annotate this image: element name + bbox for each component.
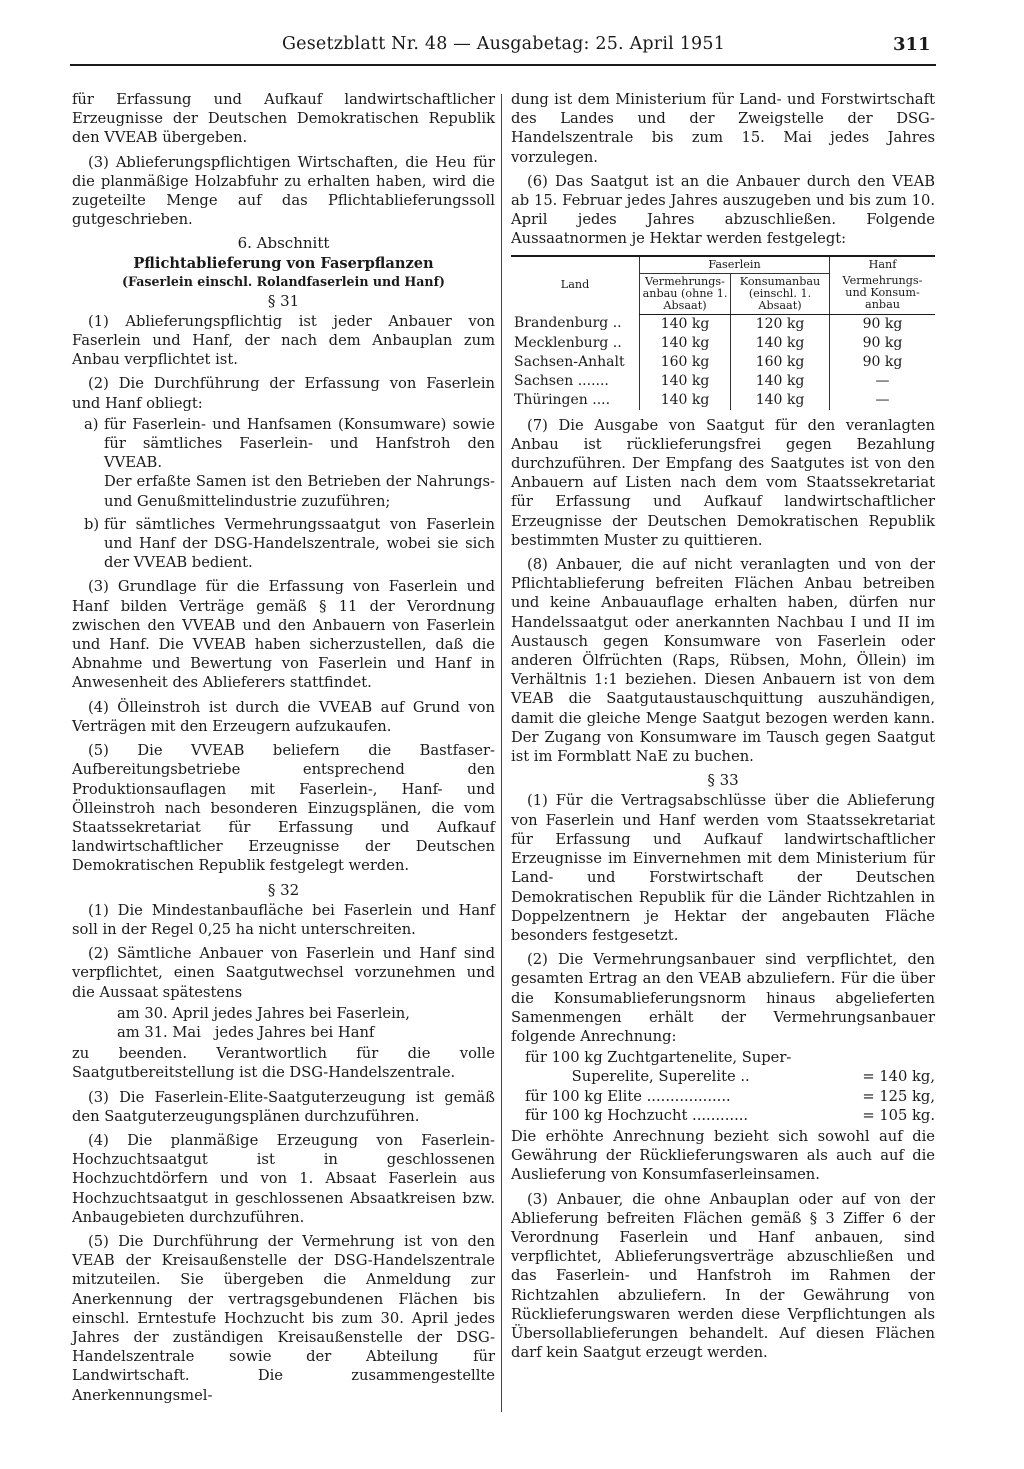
paragraph-heading: § 31: [267, 291, 300, 310]
paragraph: (7) Die Ausgabe von Saatgut für den veranlagten Anbau ist rücklieferungsfrei gegen Bezahlung durchzuführen. Der Empfang des Saatgutes ist von den Anbauern auf Listen nach dem vom Staatssekretariat für Erfassung und Aufkauf landwirtschaftlicher Erzeugnisse der Deutschen Demokratischen Republik bestimmten Muster zu quittieren.: [511, 416, 935, 549]
paragraph: (1) Die Mindestanbaufläche bei Faserlein und Hanf soll in der Regel 0,25 ha nicht unterschreiten.: [72, 901, 495, 938]
table-row: [511, 353, 935, 372]
table-header-vermehrung: Vermehrungs-anbau (ohne 1. Absaat): [640, 273, 731, 314]
cell-konsum: 160 kg: [731, 353, 830, 372]
credit-value: = 105 kg.: [862, 1106, 935, 1124]
credit-row: [525, 1106, 935, 1125]
cell-land: Brandenburg ..: [514, 315, 622, 332]
paragraph-heading: § 32: [267, 880, 300, 899]
header-rule: [70, 64, 936, 66]
credit-row: [525, 1048, 935, 1067]
credit-list: [525, 1048, 935, 1125]
paragraph: (2) Die Vermehrungsanbauer sind verpflichtet, den gesamten Ertrag an den VEAB abzuliefern. Für die über die Konsumablieferungsnorm hinaus abgelieferten Samenmengen erhält der Vermehrungsanbauer folgende Anrechnung:: [511, 951, 935, 1045]
cell-hanf: 90 kg: [830, 314, 936, 334]
cell-land: Sachsen .......: [514, 372, 609, 389]
paragraph: (4) Ölleinstroh ist durch die VVEAB auf Grund von Verträgen mit den Erzeugern aufzukaufen.: [72, 698, 495, 735]
paragraph: Die erhöhte Anrechnung bezieht sich sowohl auf die Gewährung der Rücklieferungswaren als auch auf die Auslieferung von Konsumfaserleinsamen.: [511, 1127, 935, 1184]
deadline-item: am 30. April jedes Jahres bei Faserlein,: [117, 1004, 410, 1022]
table-row: [511, 391, 935, 410]
cell-hanf: —: [830, 372, 936, 391]
cell-vermehrung: 140 kg: [640, 372, 731, 391]
table-header-hanf-sub: Vermehrungs- und Konsum-anbau: [830, 273, 936, 314]
cell-hanf: 90 kg: [830, 334, 936, 353]
table-row: [511, 334, 935, 353]
cell-vermehrung: 140 kg: [640, 334, 731, 353]
list-item-text: für Faserlein- und Hanfsamen (Konsumware) sowie für sämtliches Faserlein- und Hanfstroh den VVEAB.: [104, 415, 495, 472]
paragraph: (1) Ablieferungspflichtig ist jeder Anbauer von Faserlein und Hanf, der nach dem Anbauplan zum Anbau verpflichtet ist.: [72, 312, 495, 369]
table-header-land: Land: [511, 256, 640, 315]
paragraph: (3) Ablieferungspflichtigen Wirtschaften, die Heu für die planmäßige Holzabfuhr zu erhalten haben, wird die zugeteilte Menge auf das Pflichtablieferungssoll gutgeschrieben.: [72, 153, 495, 229]
paragraph: zu beenden. Verantwortlich für die volle Saatgutbereitstellung ist die DSG-Handelszentrale.: [72, 1045, 495, 1082]
list-item: [72, 415, 495, 511]
cell-vermehrung: 160 kg: [640, 353, 731, 372]
credit-row: [525, 1067, 935, 1086]
list-item-text: Der erfaßte Samen ist den Betrieben der Nahrungs- und Genußmittelindustrie zuzuführen;: [104, 473, 495, 510]
cell-vermehrung: 140 kg: [640, 314, 731, 334]
credit-value: = 125 kg,: [862, 1087, 935, 1105]
credit-label: für 100 kg Hochzucht ............: [525, 1106, 749, 1124]
list-marker: b): [84, 515, 100, 533]
table-header-hanf: Hanf: [830, 256, 936, 274]
cell-konsum: 140 kg: [731, 334, 830, 353]
paragraph: (8) Anbauer, die auf nicht veranlagten und von der Pflichtablieferung befreiten Flächen Anbau betreiben und keine Anbauauflage erhalten haben, dürfen nur Handelssaatgut oder anerkannten Nachbau I und II im Austausch gegen Konsumware von Faserlein oder anderen Ölfrüchten (Raps, Rübsen, Mohn, Öllein) im Verhältnis 1:1 beziehen. Diesen Anbauern ist von dem VEAB die Saatgutaustauschquittung auszuhändigen, damit die gleiche Menge Saatgut bezogen werden kann. Der Zugang von Konsumware im Tausch gegen Saatgut ist im Formblatt NaE zu buchen.: [511, 556, 935, 766]
paragraph: (5) Die VVEAB beliefern die Bastfaser-Aufbereitungsbetriebe entsprechend den Produktionsauflagen mit Faserlein-, Hanf- und Ölleinstroh nach besonderen Einzugsplänen, die vom Staatssekretariat für Erfassung und Aufkauf landwirtschaftlicher Erzeugnisse der Deutschen Demokratischen Republik festgelegt werden.: [72, 742, 495, 875]
column-divider: [501, 94, 502, 1412]
paragraph: für Erfassung und Aufkauf landwirtschaftlicher Erzeugnisse der Deutschen Demokratischen Republik den VVEAB übergeben.: [72, 91, 495, 147]
table-header-konsum: Konsumanbau (einschl. 1. Absaat): [731, 273, 830, 314]
section-label: 6. Abschnitt: [237, 234, 330, 253]
paragraph: (4) Die planmäßige Erzeugung von Faserlein-Hochzuchtsaatgut ist in geschlossenen Hochzuchtdörfern und von 1. Absaat Faserlein aus Hochzuchtsaatgut in geschlossenen Absaatkreisen bzw. Anbaugebieten durchzuführen.: [72, 1131, 495, 1226]
cell-hanf: 90 kg: [830, 353, 936, 372]
deadline-list: [117, 1004, 495, 1042]
right-column: [511, 90, 935, 1367]
deadline-item: am 31. Mai jedes Jahres bei Hanf: [117, 1023, 375, 1041]
table-row: [511, 372, 935, 391]
credit-value: = 140 kg,: [862, 1068, 935, 1086]
credit-label: für 100 kg Zuchtgartenelite, Super-: [525, 1049, 792, 1067]
paragraph: (3) Die Faserlein-Elite-Saatguterzeugung ist gemäß den Saatguterzeugungsplänen durchzuführen.: [72, 1088, 495, 1125]
table-row: [511, 314, 935, 334]
paragraph: (5) Die Durchführung der Vermehrung ist von den VEAB der Kreisaußenstelle der DSG-Handelszentrale mitzuteilen. Sie übergeben die Anmeldung zur Anerkennung der vertragsgebundenen Flächen bis einschl. Erntestufe Hochzucht bis zum 30. April jedes Jahres der zuständigen Kreisaußenstelle der DSG-Handelszentrale sowie der Abteilung für Landwirtschaft. Die zusammengestellte Anerkennungsmel-: [72, 1232, 495, 1404]
cell-konsum: 140 kg: [731, 391, 830, 410]
table-header-faserlein: Faserlein: [640, 256, 830, 274]
left-column: [72, 90, 495, 1410]
cell-land: Mecklenburg ..: [514, 334, 622, 351]
cell-konsum: 120 kg: [731, 314, 830, 334]
paragraph: (6) Das Saatgut ist an die Anbauer durch den VEAB ab 15. Februar jedes Jahres auszugeben und bis zum 10. April jedes Jahres abzuschließen. Folgende Aussaatnormen je Hektar werden festgelegt:: [511, 172, 935, 248]
cell-hanf: —: [830, 391, 936, 410]
paragraph: (1) Für die Vertragsabschlüsse über die Ablieferung von Faserlein und Hanf werden vom Staatssekretariat für Erfassung und Aufkauf landwirtschaftlicher Erzeugnisse im Einvernehmen mit dem Ministerium für Land- und Forstwirtschaft der Deutschen Demokratischen Republik für die Länder Richtzahlen in Doppelzentnern je Hektar der angebauten Fläche besonders festgesetzt.: [511, 792, 935, 944]
cell-land: Thüringen ....: [514, 391, 611, 408]
list-item-text: für sämtliches Vermehrungssaatgut von Faserlein und Hanf der DSG-Handelszentrale, wobei sie sich der VVEAB bedient.: [104, 515, 495, 572]
credit-label: für 100 kg Elite ..................: [525, 1087, 731, 1105]
section-subtitle: (Faserlein einschl. Rolandfaserlein und Hanf): [122, 273, 445, 289]
sowing-norms-table: [511, 255, 935, 410]
paragraph-heading: § 33: [707, 771, 739, 790]
credit-value: [853, 1048, 935, 1067]
page-header: [0, 30, 1024, 70]
paragraph: (3) Grundlage für die Erfassung von Faserlein und Hanf bilden Verträge gemäß § 11 der Verordnung zwischen den VVEAB und den Anbauern von Faserlein und Hanf. Die VVEAB haben sicherzustellen, daß die Abnahme und Bewertung von Faserlein und Hanf in Anwesenheit des Ablieferers stattfindet.: [72, 578, 495, 692]
list-marker: a): [84, 415, 99, 433]
page-number: 311: [893, 34, 931, 55]
credit-label: Superelite, Superelite ..: [525, 1068, 750, 1086]
paragraph: (2) Sämtliche Anbauer von Faserlein und Hanf sind verpflichtet, einen Saatgutwechsel vorzunehmen und die Aussaat spätestens: [72, 945, 495, 1001]
cell-land: Sachsen-Anhalt: [514, 353, 625, 370]
paragraph: (2) Die Durchführung der Erfassung von Faserlein und Hanf obliegt:: [72, 375, 495, 412]
credit-row: [525, 1087, 935, 1106]
paragraph: (3) Anbauer, die ohne Anbauplan oder auf von der Ablieferung befreiten Flächen gemäß § 3 Ziffer 6 der Verordnung Faserlein und Hanf anbauen, sind verpflichtet, Ablieferungsverträge abzuschließen und das Faserlein- und Hanfstroh im Rahmen der Richtzahlen abzuliefern. In der Gewährung von Rücklieferungswaren werden diese Verpflichtungen als Übersollablieferungen behandelt. Auf diesen Flächen darf kein Saatgut erzeugt werden.: [511, 1190, 935, 1362]
paragraph: dung ist dem Ministerium für Land- und Forstwirtschaft des Landes und der Zweigstelle der DSG-Handelszentrale bis zum 15. Mai jedes Jahres vorzulegen.: [511, 91, 935, 166]
cell-konsum: 140 kg: [731, 372, 830, 391]
cell-vermehrung: 140 kg: [640, 391, 731, 410]
gazette-title: Gesetzblatt Nr. 48 — Ausgabetag: 25. April 1951: [282, 34, 726, 54]
list-item: [72, 515, 495, 573]
section-title: Pflichtablieferung von Faserpflanzen: [133, 254, 434, 272]
